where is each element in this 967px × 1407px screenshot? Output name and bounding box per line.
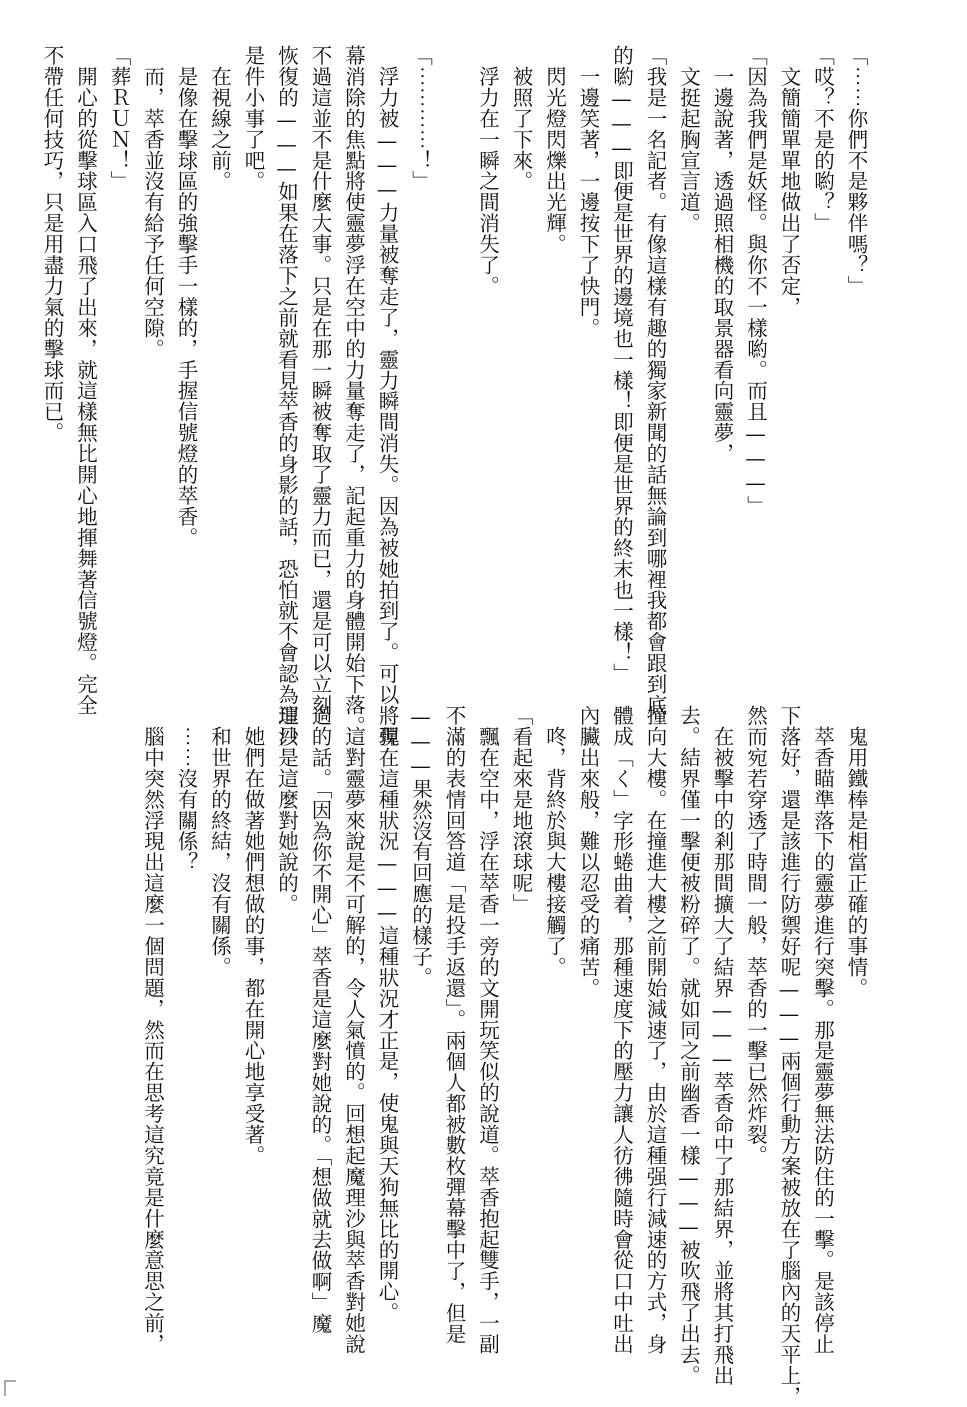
text-line: 在視線之前。 (207, 45, 232, 192)
text-line: 萃香瞄準落下的靈夢進行突擊。那是靈夢無法防住的一擊。是該停止 (810, 705, 835, 1355)
text-line: 理沙是這麼對她說的。 (274, 705, 299, 915)
text-line: 恢復的———如果在落下之前就看見萃香的身影的話，恐怕就不會認為這只 (274, 45, 299, 747)
lower-text-block (87, 705, 872, 1407)
text-line: 在被擊中的剎那間擴大了結界———萃香命中了那結界，並將其打飛出 (710, 705, 734, 1386)
text-line: 而，萃香並沒有給予任何空隙。 (140, 45, 165, 360)
text-line: 「⋯⋯你們不是夥伴嗎？」 (844, 45, 868, 297)
text-line: 咚，背終於與大樓接觸了。 (542, 705, 567, 978)
text-line (437, 45, 471, 695)
text-line: 不帶任何技巧，只是用盡力氣的擊球而已。 (40, 45, 64, 444)
page-corner-mark (4, 1380, 16, 1396)
text-line: 內臟出來般，難以忍受的痛苦。 (576, 705, 600, 999)
text-line: 浮力被———力量被奪走了，靈力瞬間消失。因為被她拍到了。可以將彈 (375, 45, 399, 747)
text-line: 飄在空中，浮在萃香一旁的文開玩笑似的說道。萃香抱起雙手，一副 (475, 705, 500, 1355)
text-line: 浮力在一瞬之間消失了。 (475, 45, 500, 297)
text-line: 一邊笑著，一邊按下了快門。 (576, 45, 600, 339)
text-line: 不過這並不是什麼大事。只是在那一瞬被奪取了靈力而已，還是可以立刻 (308, 45, 332, 716)
upper-text-block (40, 45, 872, 747)
text-line: 幕消除的焦點將使靈夢浮在空中的力量奪走了，記起重力的身體開始下落。 (341, 45, 366, 737)
text-line: 體成「く」字形蜷曲着，那種速度下的壓力讓人彷彿隨時會從口中吐出 (609, 705, 634, 1355)
text-line: 文簡簡單單地做出了否定， (777, 45, 801, 318)
text-line: 是件小事了吧。 (241, 45, 265, 192)
text-line: 她們在做著她們想做的事，都在開心地享受著。 (241, 705, 265, 1166)
text-line: 是像在擊球區的強擊手一樣的，手握信號燈的萃香。 (174, 45, 198, 548)
text-line: 去。結界僅一擊便被粉碎了。就如同之前幽香一樣———被吹飛了出去。 (676, 705, 701, 1386)
text-line: 現在這種狀況———這種狀況才正是，使鬼與天狗無比的開心。 (375, 705, 399, 1324)
text-line: 腦中突然浮現出這麼一個問題，然而在思考這究竟是什麼意思之前， (140, 705, 165, 1355)
text-line: 的喲———即便是世界的邊境也一樣！即便是世界的終末也一樣！」 (609, 45, 634, 684)
text-line: 開心的從擊球區入口飛了出來，就這樣無比開心地揮舞著信號燈。完全 (73, 45, 98, 716)
text-line: ⋯⋯沒有關係？ (174, 705, 198, 873)
text-line: 鬼用鐵棒是相當正確的事情。 (844, 705, 868, 999)
text-line: 然而宛若穿透了時間一般，萃香的一擊已然炸裂。 (743, 705, 768, 1166)
text-line: ———果然沒有回應的樣子。 (408, 705, 433, 988)
text-line: 和世界的終結，沒有關係。 (207, 705, 232, 978)
text-line: 「哎？不是的喲？」 (810, 45, 835, 234)
text-line: 文挺起胸宣言道。 (676, 45, 701, 234)
text-line: 下落好，還是該進行防禦好呢———兩個行動方案被放在了腦內的天平上， (777, 705, 801, 1407)
text-line: 「⋯⋯⋯⋯！」 (408, 45, 433, 192)
text-line: 閃光燈閃爍出光輝。 (542, 45, 567, 255)
text-line: 「葬ＲＵＮ！」 (107, 45, 131, 192)
text-line: 被照了下來。 (509, 45, 533, 192)
text-line: 一邊說著，透過照相機的取景器看向靈夢， (710, 45, 734, 464)
text-line: 過的話。「因為你不開心」萃香是這麼對她說的。「想做就去做啊」魔 (308, 705, 332, 1334)
text-line: 撞向大樓。在撞進大樓之前開始減速了，由於這種强行減速的方式，身 (643, 705, 667, 1355)
text-line: 不滿的表情回答道「是投手返還」。兩個人都被數枚彈幕擊中了，但是 (442, 705, 466, 1345)
text-line: 這對靈夢來說是不可解的，令人氣憤的。回想起魔理沙與萃香對她說 (341, 705, 366, 1355)
text-line: 「因為我們是妖怪。與你不一樣喲。而且———」 (743, 45, 768, 517)
text-line: 「我是一名記者。有像這樣有趣的獨家新聞的話無論到哪裡我都會跟到底 (643, 45, 667, 716)
text-line: 「看起來是地滾球呢」 (509, 705, 533, 915)
